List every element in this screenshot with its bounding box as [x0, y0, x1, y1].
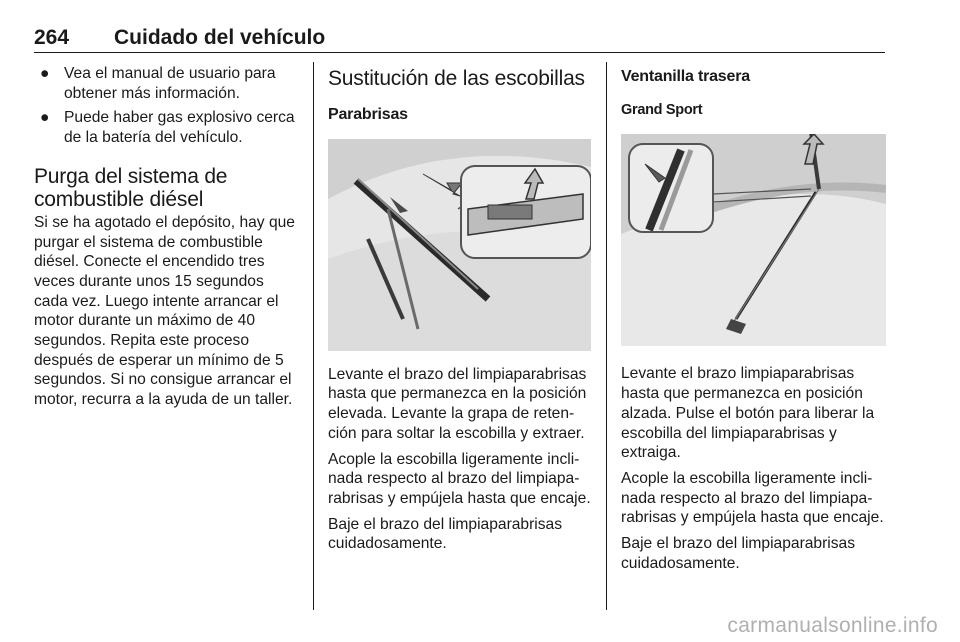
- column-divider: [313, 62, 314, 610]
- bullet-text: Vea el manual de usuario para obtener más información.: [64, 65, 276, 102]
- body-paragraph: Levante el brazo limpiaparabrisas hasta que permanezca en posición alzada. Pulse el botón para liberar la escobilla del limpiaparabrisas y extraiga.: [621, 365, 875, 462]
- column-left: [34, 64, 299, 416]
- column-divider: [606, 62, 607, 610]
- section-heading: Sustitución de las escobillas: [328, 67, 585, 90]
- column-right: [621, 64, 887, 579]
- subsection-heading: Parabrisas: [328, 106, 408, 123]
- body-paragraph: Si se ha agotado el depósito, hay que purgar el sistema de combustible diésel. Conecte el encendido tres veces durante unos 15 segundos cada vez. Luego intente arrancar el motor durante un máximo de 40 segundos. Repita este proceso después de esperar un mínimo de 5 segundos. Si no consigue arrancar el motor, recurra a la ayuda de un taller.: [34, 213, 295, 409]
- bullet-icon: ●: [40, 109, 50, 127]
- watermark-text: carmanualsonline.info: [727, 614, 938, 637]
- list-item: [34, 64, 299, 103]
- bullet-text: Puede haber gas explosivo cerca de la batería del vehículo.: [64, 109, 295, 147]
- body-paragraph: Acople la escobilla ligeramente incli-nada respecto al brazo del limpiapa-rabrisas y empújela hasta que encaje.: [621, 469, 884, 527]
- bullet-list: [34, 64, 299, 148]
- column-middle: [328, 64, 593, 560]
- body-paragraph: Baje el brazo del limpiaparabrisas cuidadosamente.: [621, 535, 856, 572]
- section-heading: Purga del sistema de combustible diésel: [34, 164, 228, 211]
- section-heading: Ventanilla trasera: [621, 68, 750, 85]
- windshield-wiper-illustration: [328, 139, 591, 351]
- section-title: Cuidado del vehículo: [114, 26, 326, 49]
- page-number: 264: [34, 26, 70, 49]
- rear-wiper-illustration: [621, 134, 886, 346]
- list-item: [34, 108, 299, 147]
- body-paragraph: Levante el brazo del limpiaparabrisas hasta que permanezca en la posición elevada. Levante la grapa de reten-ción para soltar la escobilla y extraer.: [328, 365, 587, 442]
- page-header: [34, 26, 885, 53]
- subsection-heading: Grand Sport: [621, 101, 703, 118]
- bullet-icon: ●: [40, 65, 50, 82]
- body-paragraph: Acople la escobilla ligeramente incli-nada respecto al brazo del limpiapa-rabrisas y empújela hasta que encaje.: [328, 450, 591, 507]
- body-paragraph: Baje el brazo del limpiaparabrisas cuidadosamente.: [328, 515, 563, 553]
